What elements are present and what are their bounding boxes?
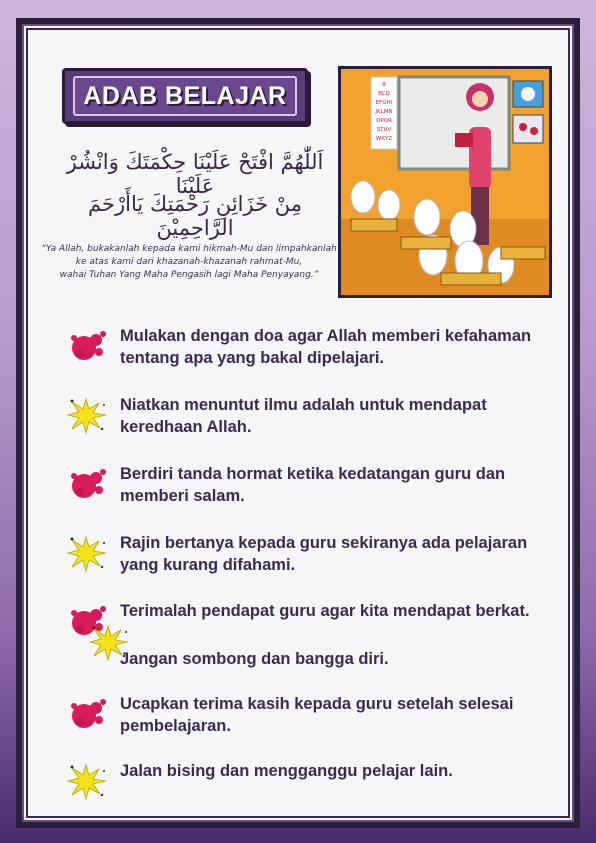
pink-splat-icon <box>66 464 110 504</box>
pink-splat-icon <box>66 326 110 366</box>
title-banner-inner <box>73 76 297 116</box>
title-banner <box>62 68 308 124</box>
chart-letters-4: JKLMN <box>375 109 393 115</box>
list-item-text: Niatkan menuntut ilmu adalah untuk mendapat keredhaan Allah. <box>120 396 487 436</box>
list-item-text: Rajin bertanya kepada guru sekiranya ada pelajaran yang kurang difahami. <box>120 534 528 574</box>
yellow-splat-icon <box>66 533 110 573</box>
classroom-illustration <box>338 66 552 298</box>
translation-line-1: “Ya Allah, bukakanlah kepada kami hikmah-Mu dan limpahkanlah <box>41 244 337 254</box>
prayer-arabic-line-1: اَللّٰهُمَّ افْتَحْ عَلَيْنَا حِكْمَتَكَ وَانْشُرْ عَلَيْنَا <box>66 150 324 198</box>
chart-letters-6: STUV <box>376 127 392 133</box>
classroom-scene <box>341 69 549 295</box>
prayer-translation <box>40 243 338 282</box>
chart-letters-5: OPQR <box>376 118 392 124</box>
chart-letters-3: EFGHI <box>375 100 393 106</box>
chart-letters-2: BCD <box>378 91 390 97</box>
page-title: ADAB BELAJAR <box>83 81 287 110</box>
wall-picture-2-flower <box>519 123 527 131</box>
chart-letters-1: A <box>382 82 386 88</box>
pink-splat-icon <box>66 694 110 734</box>
list-item-text: Terimalah pendapat guru agar kita mendapat berkat. <box>120 602 530 620</box>
chart-letters-7: WXYZ <box>375 136 393 142</box>
translation-line-3: wahai Tuhan Yang Maha Pengasih lagi Maha Penyayang.” <box>59 270 319 280</box>
prayer-arabic-line-2: مِنْ خَزَائِنِ رَحْمَتِكَ يَاأَرْحَمَ الرَّاحِمِيْنَ <box>88 192 302 240</box>
wall-picture-2-flower-2 <box>530 127 538 135</box>
wall-picture-2 <box>513 115 543 143</box>
yellow-splat-icon <box>66 395 110 435</box>
yellow-splat-icon <box>66 761 110 801</box>
list-item-text: Jalan bising dan mengganggu pelajar lain. <box>120 762 453 780</box>
list-item-text: Mulakan dengan doa agar Allah memberi kefahaman tentang apa yang bakal dipelajari. <box>120 327 532 367</box>
list-item-text: Jangan sombong dan bangga diri. <box>120 650 389 668</box>
list-item-text: Berdiri tanda hormat ketika kedatangan guru dan memberi salam. <box>120 465 506 505</box>
list-item-text: Ucapkan terima kasih kepada guru setelah selesai pembelajaran. <box>120 695 514 735</box>
wall-picture-1-fish <box>521 87 535 101</box>
translation-line-2: ke atas kami dari khazanah-khazanah rahmat-Mu, <box>75 257 303 267</box>
